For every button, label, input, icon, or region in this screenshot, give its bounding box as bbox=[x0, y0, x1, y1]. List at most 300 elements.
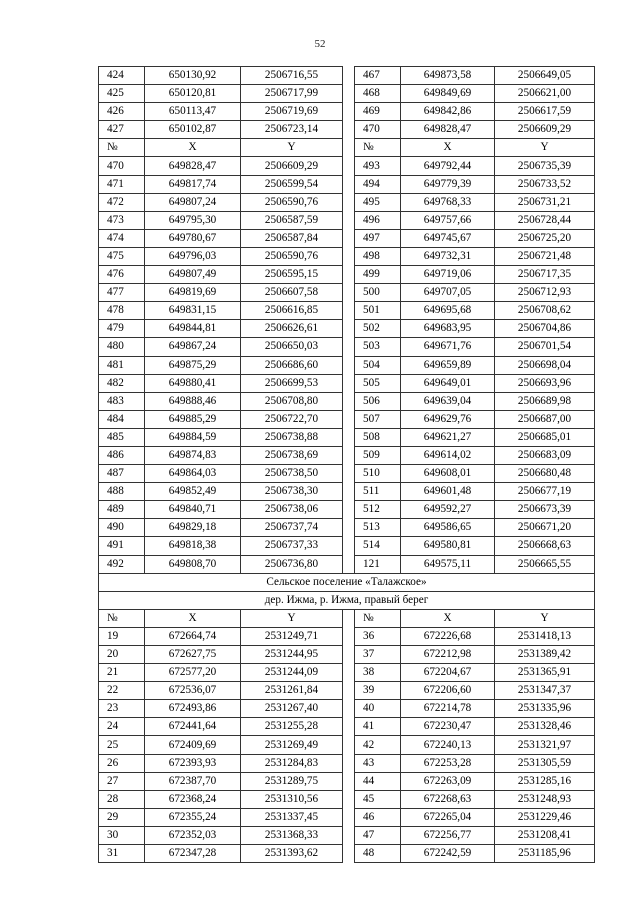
table-row bbox=[99, 67, 595, 85]
y-coordinate: 2506721,48 bbox=[495, 247, 595, 265]
point-number: 470 bbox=[355, 121, 401, 139]
table-row bbox=[99, 175, 595, 193]
y-coordinate: 2531284,83 bbox=[241, 754, 343, 772]
point-number: 48 bbox=[355, 845, 401, 863]
y-coordinate: 2506717,99 bbox=[241, 85, 343, 103]
x-coordinate: 649807,49 bbox=[145, 266, 241, 284]
point-number: 494 bbox=[355, 175, 401, 193]
y-coordinate: 2506738,30 bbox=[241, 483, 343, 501]
x-coordinate: 649873,58 bbox=[401, 67, 495, 85]
x-coordinate: 649707,05 bbox=[401, 284, 495, 302]
x-coordinate: 672409,69 bbox=[145, 736, 241, 754]
point-number: 506 bbox=[355, 392, 401, 410]
table-row bbox=[99, 229, 595, 247]
point-number: 471 bbox=[99, 175, 145, 193]
table-row bbox=[99, 646, 595, 664]
x-coordinate: 649885,29 bbox=[145, 410, 241, 428]
point-number: 501 bbox=[355, 302, 401, 320]
column-gap bbox=[343, 609, 355, 627]
point-number: 36 bbox=[355, 627, 401, 645]
point-number: 19 bbox=[99, 627, 145, 645]
table-row bbox=[99, 103, 595, 121]
table-header-row bbox=[99, 609, 595, 627]
y-coordinate: 2506736,80 bbox=[241, 555, 343, 573]
y-coordinate: 2506590,76 bbox=[241, 247, 343, 265]
y-coordinate: 2531261,84 bbox=[241, 682, 343, 700]
column-header-x: X bbox=[401, 139, 495, 157]
point-number: 472 bbox=[99, 193, 145, 211]
point-number: 21 bbox=[99, 664, 145, 682]
point-number: 488 bbox=[99, 483, 145, 501]
column-gap bbox=[343, 103, 355, 121]
point-number: 25 bbox=[99, 736, 145, 754]
y-coordinate: 2506609,29 bbox=[241, 157, 343, 175]
column-gap bbox=[343, 501, 355, 519]
y-coordinate: 2506590,76 bbox=[241, 193, 343, 211]
x-coordinate: 649792,44 bbox=[401, 157, 495, 175]
coordinates-table-body bbox=[99, 67, 595, 863]
y-coordinate: 2506685,01 bbox=[495, 428, 595, 446]
y-coordinate: 2506738,88 bbox=[241, 428, 343, 446]
point-number: 486 bbox=[99, 446, 145, 464]
point-number: 467 bbox=[355, 67, 401, 85]
x-coordinate: 649683,95 bbox=[401, 320, 495, 338]
table-row bbox=[99, 193, 595, 211]
x-coordinate: 649614,02 bbox=[401, 446, 495, 464]
y-coordinate: 2506616,85 bbox=[241, 302, 343, 320]
column-header-y: Y bbox=[241, 139, 343, 157]
y-coordinate: 2506650,03 bbox=[241, 338, 343, 356]
x-coordinate: 650130,92 bbox=[145, 67, 241, 85]
table-row bbox=[99, 157, 595, 175]
x-coordinate: 649807,24 bbox=[145, 193, 241, 211]
x-coordinate: 649757,66 bbox=[401, 211, 495, 229]
point-number: 424 bbox=[99, 67, 145, 85]
table-row bbox=[99, 664, 595, 682]
y-coordinate: 2506737,33 bbox=[241, 537, 343, 555]
point-number: 477 bbox=[99, 284, 145, 302]
y-coordinate: 2531305,59 bbox=[495, 754, 595, 772]
y-coordinate: 2506722,70 bbox=[241, 410, 343, 428]
y-coordinate: 2506607,58 bbox=[241, 284, 343, 302]
point-number: 504 bbox=[355, 356, 401, 374]
point-number: 481 bbox=[99, 356, 145, 374]
y-coordinate: 2531335,96 bbox=[495, 700, 595, 718]
table-row bbox=[99, 537, 595, 555]
x-coordinate: 649621,27 bbox=[401, 428, 495, 446]
point-number: 20 bbox=[99, 646, 145, 664]
x-coordinate: 672441,64 bbox=[145, 718, 241, 736]
point-number: 23 bbox=[99, 700, 145, 718]
point-number: 26 bbox=[99, 754, 145, 772]
point-number: 485 bbox=[99, 428, 145, 446]
column-gap bbox=[343, 446, 355, 464]
x-coordinate: 650113,47 bbox=[145, 103, 241, 121]
column-gap bbox=[343, 410, 355, 428]
column-gap bbox=[343, 193, 355, 211]
y-coordinate: 2531229,46 bbox=[495, 808, 595, 826]
table-row bbox=[99, 555, 595, 573]
column-gap bbox=[343, 736, 355, 754]
column-header-y: Y bbox=[495, 609, 595, 627]
point-number: 476 bbox=[99, 266, 145, 284]
y-coordinate: 2506738,69 bbox=[241, 446, 343, 464]
point-number: 500 bbox=[355, 284, 401, 302]
x-coordinate: 649779,39 bbox=[401, 175, 495, 193]
column-header-x: X bbox=[145, 139, 241, 157]
y-coordinate: 2506738,50 bbox=[241, 465, 343, 483]
point-number: 483 bbox=[99, 392, 145, 410]
table-row bbox=[99, 320, 595, 338]
y-coordinate: 2531249,71 bbox=[241, 627, 343, 645]
y-coordinate: 2531248,93 bbox=[495, 790, 595, 808]
y-coordinate: 2506626,61 bbox=[241, 320, 343, 338]
y-coordinate: 2506693,96 bbox=[495, 374, 595, 392]
column-gap bbox=[343, 700, 355, 718]
page-number: 52 bbox=[314, 38, 326, 50]
point-number: 508 bbox=[355, 428, 401, 446]
column-gap bbox=[343, 302, 355, 320]
x-coordinate: 672368,24 bbox=[145, 790, 241, 808]
point-number: 475 bbox=[99, 247, 145, 265]
y-coordinate: 2531285,16 bbox=[495, 772, 595, 790]
point-number: 498 bbox=[355, 247, 401, 265]
x-coordinate: 649874,83 bbox=[145, 446, 241, 464]
table-row bbox=[99, 266, 595, 284]
x-coordinate: 649671,76 bbox=[401, 338, 495, 356]
point-number: 42 bbox=[355, 736, 401, 754]
y-coordinate: 2506708,62 bbox=[495, 302, 595, 320]
point-number: 482 bbox=[99, 374, 145, 392]
x-coordinate: 649732,31 bbox=[401, 247, 495, 265]
y-coordinate: 2531289,75 bbox=[241, 772, 343, 790]
point-number: 46 bbox=[355, 808, 401, 826]
table-row bbox=[99, 682, 595, 700]
y-coordinate: 2506668,63 bbox=[495, 537, 595, 555]
point-number: 469 bbox=[355, 103, 401, 121]
x-coordinate: 649629,76 bbox=[401, 410, 495, 428]
point-number: 43 bbox=[355, 754, 401, 772]
y-coordinate: 2506587,59 bbox=[241, 211, 343, 229]
coordinates-table bbox=[98, 66, 595, 863]
point-number: 38 bbox=[355, 664, 401, 682]
table-row bbox=[99, 826, 595, 844]
point-number: 491 bbox=[99, 537, 145, 555]
column-gap bbox=[343, 826, 355, 844]
y-coordinate: 2531321,97 bbox=[495, 736, 595, 754]
point-number: 28 bbox=[99, 790, 145, 808]
column-gap bbox=[343, 555, 355, 573]
column-gap bbox=[343, 229, 355, 247]
y-coordinate: 2506708,80 bbox=[241, 392, 343, 410]
x-coordinate: 649880,41 bbox=[145, 374, 241, 392]
point-number: 513 bbox=[355, 519, 401, 537]
y-coordinate: 2531337,45 bbox=[241, 808, 343, 826]
x-coordinate: 649844,81 bbox=[145, 320, 241, 338]
table-row bbox=[99, 302, 595, 320]
point-number: 478 bbox=[99, 302, 145, 320]
table-row bbox=[99, 845, 595, 863]
table-row bbox=[99, 754, 595, 772]
y-coordinate: 2531310,56 bbox=[241, 790, 343, 808]
x-coordinate: 672627,75 bbox=[145, 646, 241, 664]
column-gap bbox=[343, 121, 355, 139]
y-coordinate: 2531368,33 bbox=[241, 826, 343, 844]
y-coordinate: 2531365,91 bbox=[495, 664, 595, 682]
column-gap bbox=[343, 483, 355, 501]
y-coordinate: 2506725,20 bbox=[495, 229, 595, 247]
x-coordinate: 650102,87 bbox=[145, 121, 241, 139]
settlement-title-row bbox=[99, 573, 595, 591]
point-number: 29 bbox=[99, 808, 145, 826]
column-header-number: № bbox=[99, 609, 145, 627]
y-coordinate: 2531185,96 bbox=[495, 845, 595, 863]
point-number: 40 bbox=[355, 700, 401, 718]
point-number: 473 bbox=[99, 211, 145, 229]
x-coordinate: 672242,59 bbox=[401, 845, 495, 863]
y-coordinate: 2506665,55 bbox=[495, 555, 595, 573]
column-gap bbox=[343, 537, 355, 555]
y-coordinate: 2506735,39 bbox=[495, 157, 595, 175]
x-coordinate: 672230,47 bbox=[401, 718, 495, 736]
y-coordinate: 2506733,52 bbox=[495, 175, 595, 193]
table-row bbox=[99, 374, 595, 392]
point-number: 509 bbox=[355, 446, 401, 464]
column-gap bbox=[343, 67, 355, 85]
x-coordinate: 649580,81 bbox=[401, 537, 495, 555]
x-coordinate: 672206,60 bbox=[401, 682, 495, 700]
y-coordinate: 2506617,59 bbox=[495, 103, 595, 121]
x-coordinate: 649819,69 bbox=[145, 284, 241, 302]
column-gap bbox=[343, 338, 355, 356]
x-coordinate: 649601,48 bbox=[401, 483, 495, 501]
locality-title-row bbox=[99, 591, 595, 609]
table-row bbox=[99, 446, 595, 464]
x-coordinate: 649575,11 bbox=[401, 555, 495, 573]
column-gap bbox=[343, 718, 355, 736]
y-coordinate: 2506609,29 bbox=[495, 121, 595, 139]
y-coordinate: 2531418,13 bbox=[495, 627, 595, 645]
table-row bbox=[99, 627, 595, 645]
x-coordinate: 649608,01 bbox=[401, 465, 495, 483]
point-number: 490 bbox=[99, 519, 145, 537]
y-coordinate: 2506621,00 bbox=[495, 85, 595, 103]
y-coordinate: 2506671,20 bbox=[495, 519, 595, 537]
x-coordinate: 649817,74 bbox=[145, 175, 241, 193]
x-coordinate: 649875,29 bbox=[145, 356, 241, 374]
table-row bbox=[99, 392, 595, 410]
point-number: 468 bbox=[355, 85, 401, 103]
column-gap bbox=[343, 465, 355, 483]
x-coordinate: 672214,78 bbox=[401, 700, 495, 718]
x-coordinate: 672268,63 bbox=[401, 790, 495, 808]
column-header-x: X bbox=[401, 609, 495, 627]
column-gap bbox=[343, 284, 355, 302]
point-number: 507 bbox=[355, 410, 401, 428]
x-coordinate: 672226,68 bbox=[401, 627, 495, 645]
table-row bbox=[99, 338, 595, 356]
column-gap bbox=[343, 627, 355, 645]
x-coordinate: 672536,07 bbox=[145, 682, 241, 700]
table-row bbox=[99, 772, 595, 790]
x-coordinate: 649818,38 bbox=[145, 537, 241, 555]
point-number: 44 bbox=[355, 772, 401, 790]
x-coordinate: 649795,30 bbox=[145, 211, 241, 229]
point-number: 502 bbox=[355, 320, 401, 338]
y-coordinate: 2506731,21 bbox=[495, 193, 595, 211]
table-row bbox=[99, 284, 595, 302]
column-gap bbox=[343, 664, 355, 682]
table-row bbox=[99, 519, 595, 537]
point-number: 489 bbox=[99, 501, 145, 519]
x-coordinate: 672212,98 bbox=[401, 646, 495, 664]
y-coordinate: 2531347,37 bbox=[495, 682, 595, 700]
table-row bbox=[99, 700, 595, 718]
point-number: 496 bbox=[355, 211, 401, 229]
y-coordinate: 2506737,74 bbox=[241, 519, 343, 537]
column-gap bbox=[343, 808, 355, 826]
y-coordinate: 2506717,35 bbox=[495, 266, 595, 284]
y-coordinate: 2531208,41 bbox=[495, 826, 595, 844]
point-number: 503 bbox=[355, 338, 401, 356]
column-gap bbox=[343, 157, 355, 175]
point-number: 499 bbox=[355, 266, 401, 284]
x-coordinate: 649639,04 bbox=[401, 392, 495, 410]
y-coordinate: 2506738,06 bbox=[241, 501, 343, 519]
table-header-row bbox=[99, 139, 595, 157]
point-number: 121 bbox=[355, 555, 401, 573]
point-number: 474 bbox=[99, 229, 145, 247]
column-gap bbox=[343, 772, 355, 790]
column-header-number: № bbox=[99, 139, 145, 157]
point-number: 480 bbox=[99, 338, 145, 356]
y-coordinate: 2506677,19 bbox=[495, 483, 595, 501]
column-gap bbox=[343, 320, 355, 338]
point-number: 30 bbox=[99, 826, 145, 844]
point-number: 479 bbox=[99, 320, 145, 338]
y-coordinate: 2506716,55 bbox=[241, 67, 343, 85]
point-number: 31 bbox=[99, 845, 145, 863]
y-coordinate: 2531393,62 bbox=[241, 845, 343, 863]
x-coordinate: 649592,27 bbox=[401, 501, 495, 519]
column-gap bbox=[343, 374, 355, 392]
point-number: 24 bbox=[99, 718, 145, 736]
column-gap bbox=[343, 845, 355, 863]
point-number: 426 bbox=[99, 103, 145, 121]
x-coordinate: 650120,81 bbox=[145, 85, 241, 103]
x-coordinate: 672265,04 bbox=[401, 808, 495, 826]
column-header-number: № bbox=[355, 139, 401, 157]
column-header-x: X bbox=[145, 609, 241, 627]
point-number: 492 bbox=[99, 555, 145, 573]
point-number: 511 bbox=[355, 483, 401, 501]
x-coordinate: 672577,20 bbox=[145, 664, 241, 682]
x-coordinate: 649828,47 bbox=[145, 157, 241, 175]
x-coordinate: 649888,46 bbox=[145, 392, 241, 410]
x-coordinate: 649829,18 bbox=[145, 519, 241, 537]
x-coordinate: 649852,49 bbox=[145, 483, 241, 501]
x-coordinate: 672256,77 bbox=[401, 826, 495, 844]
x-coordinate: 672240,13 bbox=[401, 736, 495, 754]
table-row bbox=[99, 428, 595, 446]
table-row bbox=[99, 501, 595, 519]
column-gap bbox=[343, 790, 355, 808]
y-coordinate: 2506595,15 bbox=[241, 266, 343, 284]
column-gap bbox=[343, 175, 355, 193]
y-coordinate: 2531255,28 bbox=[241, 718, 343, 736]
y-coordinate: 2506587,84 bbox=[241, 229, 343, 247]
settlement-title: Сельское поселение «Талажское» bbox=[99, 573, 595, 591]
x-coordinate: 672387,70 bbox=[145, 772, 241, 790]
y-coordinate: 2506680,48 bbox=[495, 465, 595, 483]
y-coordinate: 2506728,44 bbox=[495, 211, 595, 229]
x-coordinate: 649840,71 bbox=[145, 501, 241, 519]
point-number: 427 bbox=[99, 121, 145, 139]
y-coordinate: 2506673,39 bbox=[495, 501, 595, 519]
x-coordinate: 649796,03 bbox=[145, 247, 241, 265]
x-coordinate: 649745,67 bbox=[401, 229, 495, 247]
locality-title: дер. Ижма, р. Ижма, правый берег bbox=[99, 591, 595, 609]
x-coordinate: 672664,74 bbox=[145, 627, 241, 645]
x-coordinate: 649808,70 bbox=[145, 555, 241, 573]
x-coordinate: 649659,89 bbox=[401, 356, 495, 374]
y-coordinate: 2531244,95 bbox=[241, 646, 343, 664]
y-coordinate: 2531267,40 bbox=[241, 700, 343, 718]
column-gap bbox=[343, 682, 355, 700]
x-coordinate: 672393,93 bbox=[145, 754, 241, 772]
y-coordinate: 2506701,54 bbox=[495, 338, 595, 356]
y-coordinate: 2506686,60 bbox=[241, 356, 343, 374]
table-row bbox=[99, 736, 595, 754]
y-coordinate: 2506683,09 bbox=[495, 446, 595, 464]
y-coordinate: 2506687,00 bbox=[495, 410, 595, 428]
point-number: 487 bbox=[99, 465, 145, 483]
column-gap bbox=[343, 428, 355, 446]
column-header-y: Y bbox=[241, 609, 343, 627]
column-gap bbox=[343, 356, 355, 374]
column-gap bbox=[343, 85, 355, 103]
table-row bbox=[99, 121, 595, 139]
point-number: 41 bbox=[355, 718, 401, 736]
point-number: 514 bbox=[355, 537, 401, 555]
column-gap bbox=[343, 646, 355, 664]
x-coordinate: 649849,69 bbox=[401, 85, 495, 103]
point-number: 27 bbox=[99, 772, 145, 790]
x-coordinate: 672352,03 bbox=[145, 826, 241, 844]
column-header-number: № bbox=[355, 609, 401, 627]
x-coordinate: 649695,68 bbox=[401, 302, 495, 320]
x-coordinate: 672347,28 bbox=[145, 845, 241, 863]
x-coordinate: 649884,59 bbox=[145, 428, 241, 446]
table-row bbox=[99, 410, 595, 428]
point-number: 505 bbox=[355, 374, 401, 392]
table-row bbox=[99, 356, 595, 374]
x-coordinate: 649828,47 bbox=[401, 121, 495, 139]
y-coordinate: 2506698,04 bbox=[495, 356, 595, 374]
point-number: 45 bbox=[355, 790, 401, 808]
table-row bbox=[99, 790, 595, 808]
point-number: 493 bbox=[355, 157, 401, 175]
x-coordinate: 672263,09 bbox=[401, 772, 495, 790]
x-coordinate: 649719,06 bbox=[401, 266, 495, 284]
y-coordinate: 2506699,53 bbox=[241, 374, 343, 392]
table-row bbox=[99, 247, 595, 265]
x-coordinate: 649842,86 bbox=[401, 103, 495, 121]
column-gap bbox=[343, 266, 355, 284]
table-row bbox=[99, 465, 595, 483]
table-row bbox=[99, 211, 595, 229]
x-coordinate: 672204,67 bbox=[401, 664, 495, 682]
